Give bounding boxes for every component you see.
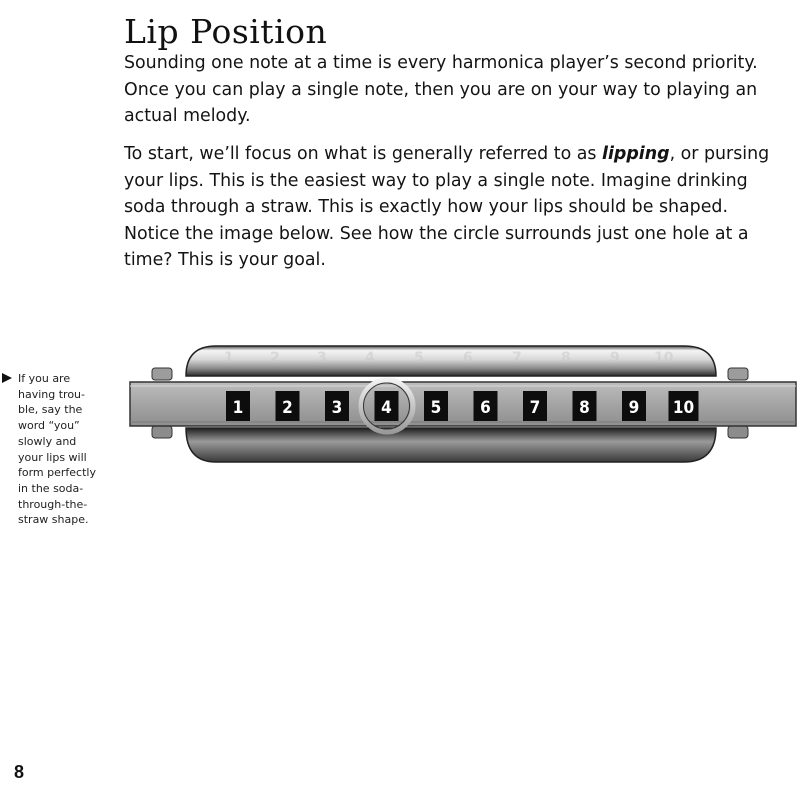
svg-text:3: 3	[317, 350, 327, 366]
hole-3	[325, 391, 349, 421]
lipping-paragraph	[124, 141, 784, 274]
lipping-term: lipping	[601, 144, 670, 164]
page-title: Lip Position	[124, 12, 328, 51]
sidenote-line: straw shape.	[18, 513, 89, 527]
harmonica-illustration	[124, 340, 800, 470]
svg-text:6: 6	[463, 350, 473, 366]
sidenote-line: ble, say the	[18, 403, 83, 417]
hole-number: 10	[672, 398, 695, 418]
hole-number: 2	[282, 398, 293, 418]
svg-text:8: 8	[561, 350, 571, 366]
sidenote-line: word “you”	[18, 419, 80, 433]
svg-text:5: 5	[414, 350, 424, 366]
sidenote-line: If you are	[18, 372, 71, 385]
sidenote-line: your lips will	[18, 450, 87, 464]
svg-text:7: 7	[512, 350, 522, 366]
hole-7	[523, 391, 547, 421]
hole-9	[622, 391, 646, 421]
intro-paragraph: Sounding one note at a time is every harmonica player’s second priority. Once you can play a single note, then you are on your way to playing an actual melody.	[124, 53, 758, 126]
hole-number: 6	[480, 398, 491, 418]
sidenote-line: through-the-	[18, 497, 88, 511]
right-rivet	[728, 426, 748, 438]
hole-number: 7	[529, 398, 541, 418]
svg-text:2: 2	[270, 350, 280, 366]
hole-number: 9	[628, 398, 640, 418]
svg-text:10: 10	[654, 350, 674, 366]
sidenote-line: slowly and	[18, 434, 77, 448]
left-rivet	[152, 368, 172, 380]
hole-1	[226, 391, 250, 421]
harmonica-bottom-cover	[186, 428, 716, 462]
hole-5	[424, 391, 448, 421]
left-rivet	[152, 426, 172, 438]
hole-4	[375, 391, 399, 421]
hole-number: 1	[232, 398, 244, 418]
hole-2	[276, 391, 300, 421]
svg-text:9: 9	[610, 350, 620, 366]
hole-number: 4	[381, 398, 392, 418]
right-rivet	[728, 368, 748, 380]
sidenote-line: form perfectly	[18, 466, 96, 480]
hole-number: 5	[430, 398, 442, 418]
sidenote-line: having trou-	[18, 387, 85, 401]
hole-number: 8	[579, 398, 590, 418]
hole-6	[474, 391, 498, 421]
svg-text:1: 1	[224, 350, 234, 366]
lipping-text-after: , or pursing your lips. This is the easiest way to play a single note. Imagine drinking soda through a straw. This is exactly how your lips should be shaped. Notice the image below. See how the circle surrounds just one hole at a time? This is your goal.	[124, 144, 770, 270]
sidenote	[18, 371, 108, 528]
hole-10	[669, 391, 699, 421]
hole-8	[573, 391, 597, 421]
svg-text:4: 4	[365, 350, 375, 366]
page-number: 8	[14, 762, 25, 782]
sidenote-arrow-icon	[2, 373, 12, 383]
lipping-text-before: To start, we’ll focus on what is generally referred to as	[124, 144, 602, 164]
hole-number: 3	[331, 398, 343, 418]
harmonica-top-cover	[186, 346, 716, 376]
sidenote-line: in the soda-	[18, 481, 84, 495]
